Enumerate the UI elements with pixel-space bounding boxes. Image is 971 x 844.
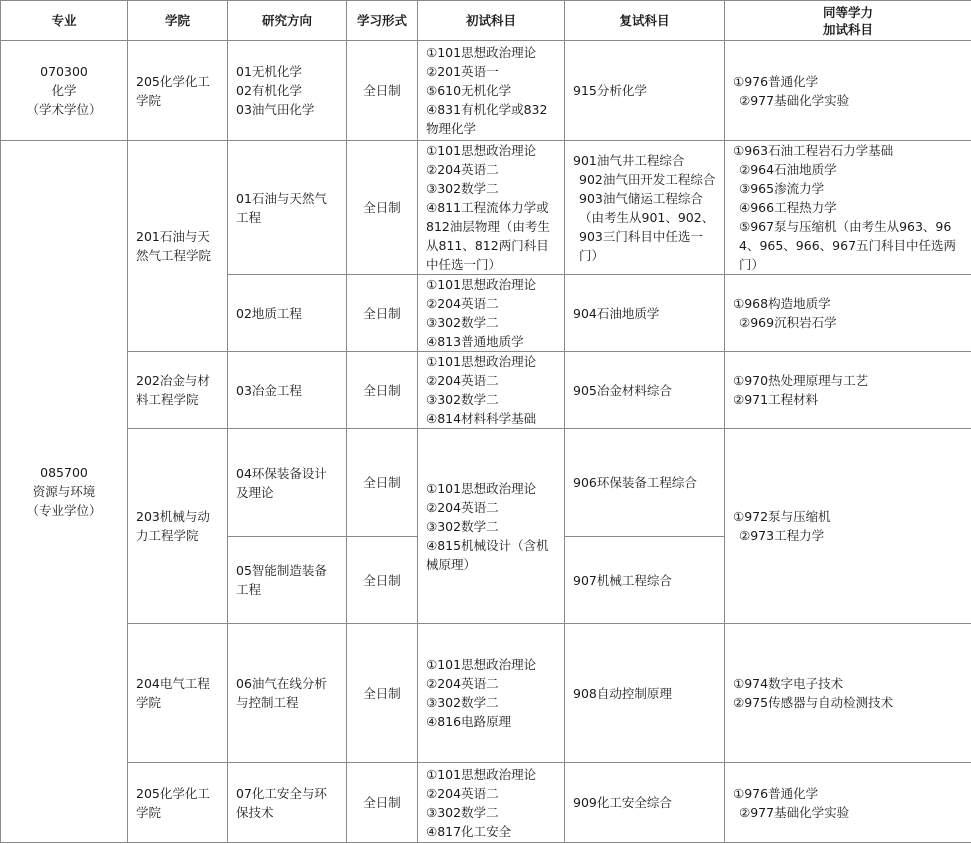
- retest-cell: [565, 352, 725, 429]
- prelim-item: ①101思想政治理论: [426, 143, 537, 158]
- extra-item: ②977基础化学实验: [739, 804, 850, 820]
- prelim-item: ②204英语二: [426, 162, 499, 177]
- extra-item: ③965渗流力学: [739, 181, 825, 196]
- major-name: 化学: [51, 83, 77, 98]
- direction-cell: 07化工安全与环保技术: [228, 763, 347, 843]
- extra-cell: [725, 275, 971, 352]
- prelim-item: ④816电路原理: [426, 714, 512, 729]
- prelim-item: ②201英语一: [426, 64, 499, 79]
- extra-cell: [725, 429, 971, 624]
- header-direction: 研究方向: [228, 1, 347, 41]
- retest-item: 909化工安全综合: [573, 795, 672, 810]
- prelim-item: ③302数学二: [426, 518, 499, 534]
- extra-cell: [725, 352, 971, 429]
- prelim-cell: [418, 352, 565, 429]
- major-cell: [1, 41, 128, 141]
- direction-cell: [228, 41, 347, 141]
- college-cell: 205化学化工学院: [128, 763, 228, 843]
- direction-item: 02有机化学: [236, 83, 302, 98]
- prelim-item: ③302数学二: [426, 695, 499, 710]
- extra-item: ①972泵与压缩机: [733, 509, 831, 524]
- prelim-cell: [418, 763, 565, 843]
- extra-cell: [725, 624, 971, 763]
- direction-item: 03油气田化学: [236, 102, 315, 117]
- prelim-item: ⑤610无机化学: [426, 83, 512, 98]
- extra-item: ⑤967泵与压缩机（由考生从963、964、965、966、967五门科目中任选两门）: [739, 219, 957, 272]
- retest-item: 902油气田开发工程综合: [579, 171, 716, 187]
- retest-item: 906环保装备工程综合: [573, 475, 697, 490]
- direction-cell: 06油气在线分析与控制工程: [228, 624, 347, 763]
- direction-cell: 03冶金工程: [228, 352, 347, 429]
- direction-item: 01无机化学: [236, 64, 302, 79]
- major-cell: [1, 141, 128, 843]
- major-code: 070300: [40, 64, 88, 79]
- retest-cell: [565, 763, 725, 843]
- header-extra-line2: 加试科目: [822, 21, 873, 37]
- major-degree: （专业学位）: [26, 503, 102, 518]
- direction-cell: 02地质工程: [228, 275, 347, 352]
- prelim-item: ④811工程流体力学或812油层物理（由考生从811、812两门科目中任选一门）: [426, 200, 550, 272]
- prelim-item: ③302数学二: [426, 181, 499, 196]
- study-form-cell: 全日制: [347, 352, 418, 429]
- table-row: [1, 429, 971, 537]
- table-row: [1, 41, 971, 141]
- header-study-form: 学习形式: [347, 1, 418, 41]
- extra-cell: [725, 41, 971, 141]
- retest-item: 904石油地质学: [573, 305, 660, 321]
- study-form-cell: 全日制: [347, 537, 418, 624]
- prelim-item: ③302数学二: [426, 804, 499, 820]
- retest-cell: [565, 624, 725, 763]
- major-degree: （学术学位）: [26, 102, 102, 117]
- header-row: [1, 1, 971, 41]
- major-name: 资源与环境: [32, 484, 96, 499]
- prelim-item: ②204英语二: [426, 499, 499, 515]
- college-cell: 201石油与天然气工程学院: [128, 141, 228, 352]
- prelim-item: ①101思想政治理论: [426, 766, 537, 782]
- direction-cell: 04环保装备设计及理论: [228, 429, 347, 537]
- study-form-cell: 全日制: [347, 624, 418, 763]
- table-row: [1, 141, 971, 275]
- prelim-cell: [418, 141, 565, 275]
- prelim-item: ④815机械设计（含机械原理）: [426, 537, 549, 572]
- prelim-item: ②204英语二: [426, 296, 499, 311]
- prelim-item: ①101思想政治理论: [426, 657, 537, 672]
- direction-cell: 05智能制造装备工程: [228, 537, 347, 624]
- extra-item: ①963石油工程岩石力学基础: [733, 143, 894, 158]
- college-cell: 203机械与动力工程学院: [128, 429, 228, 624]
- extra-item: ②969沉积岩石学: [739, 315, 837, 330]
- extra-item: ①970热处理原理与工艺: [733, 373, 869, 388]
- retest-cell: [565, 141, 725, 275]
- college-cell: 205化学化工学院: [128, 41, 228, 141]
- retest-cell: [565, 537, 725, 624]
- prelim-cell: [418, 429, 565, 624]
- prelim-item: ④831有机化学或832物理化学: [426, 102, 548, 136]
- retest-item: 908自动控制原理: [573, 685, 672, 701]
- prelim-item: ③302数学二: [426, 392, 499, 407]
- extra-cell: [725, 141, 971, 275]
- prelim-item: ③302数学二: [426, 315, 499, 330]
- prelim-item: ④814材料科学基础: [426, 411, 537, 426]
- prelim-item: ②204英语二: [426, 785, 499, 801]
- prelim-item: ④813普通地质学: [426, 334, 524, 349]
- retest-item: 907机械工程综合: [573, 572, 672, 588]
- prelim-cell: [418, 41, 565, 141]
- extra-item: ②975传感器与自动检测技术: [733, 695, 894, 710]
- retest-cell: [565, 275, 725, 352]
- prelim-cell: [418, 624, 565, 763]
- table-row: [1, 624, 971, 763]
- prelim-item: ②204英语二: [426, 373, 499, 388]
- extra-item: ④966工程热力学: [739, 200, 837, 215]
- header-college: 学院: [128, 1, 228, 41]
- extra-item: ②977基础化学实验: [739, 92, 850, 108]
- retest-item: 901油气井工程综合: [573, 152, 685, 168]
- table-row: [1, 352, 971, 429]
- retest-item: 903油气储运工程综合（由考生从901、902、903三门科目中任选一门）: [579, 190, 715, 263]
- study-form-cell: 全日制: [347, 275, 418, 352]
- extra-item: ①974数字电子技术: [733, 676, 844, 691]
- prelim-item: ①101思想政治理论: [426, 354, 537, 369]
- extra-item: ①976普通化学: [733, 785, 819, 801]
- study-form-cell: 全日制: [347, 141, 418, 275]
- extra-item: ②964石油地质学: [739, 162, 837, 177]
- prelim-item: ①101思想政治理论: [426, 480, 537, 496]
- prelim-item: ②204英语二: [426, 676, 499, 691]
- retest-cell: [565, 429, 725, 537]
- header-extra-line1: 同等学力: [822, 4, 873, 20]
- major-code: 085700: [40, 465, 88, 480]
- prelim-item: ④817化工安全: [426, 823, 512, 839]
- header-major: 专业: [1, 1, 128, 41]
- prelim-item: ①101思想政治理论: [426, 45, 537, 60]
- study-form-cell: 全日制: [347, 763, 418, 843]
- table-row: [1, 763, 971, 843]
- extra-item: ①968构造地质学: [733, 296, 831, 311]
- header-prelim: 初试科目: [418, 1, 565, 41]
- extra-item: ②973工程力学: [739, 528, 825, 543]
- direction-cell: 01石油与天然气工程: [228, 141, 347, 275]
- prelim-item: ①101思想政治理论: [426, 277, 537, 292]
- extra-item: ②971工程材料: [733, 392, 819, 407]
- study-form-cell: 全日制: [347, 429, 418, 537]
- extra-item: ①976普通化学: [733, 73, 819, 89]
- extra-cell: [725, 763, 971, 843]
- retest-cell: [565, 41, 725, 141]
- header-extra: [725, 1, 971, 41]
- prelim-cell: [418, 275, 565, 352]
- retest-item: 915分析化学: [573, 83, 647, 98]
- retest-item: 905冶金材料综合: [573, 382, 672, 398]
- college-cell: 202冶金与材料工程学院: [128, 352, 228, 429]
- study-form-cell: 全日制: [347, 41, 418, 141]
- college-cell: 204电气工程学院: [128, 624, 228, 763]
- header-retest: 复试科目: [565, 1, 725, 41]
